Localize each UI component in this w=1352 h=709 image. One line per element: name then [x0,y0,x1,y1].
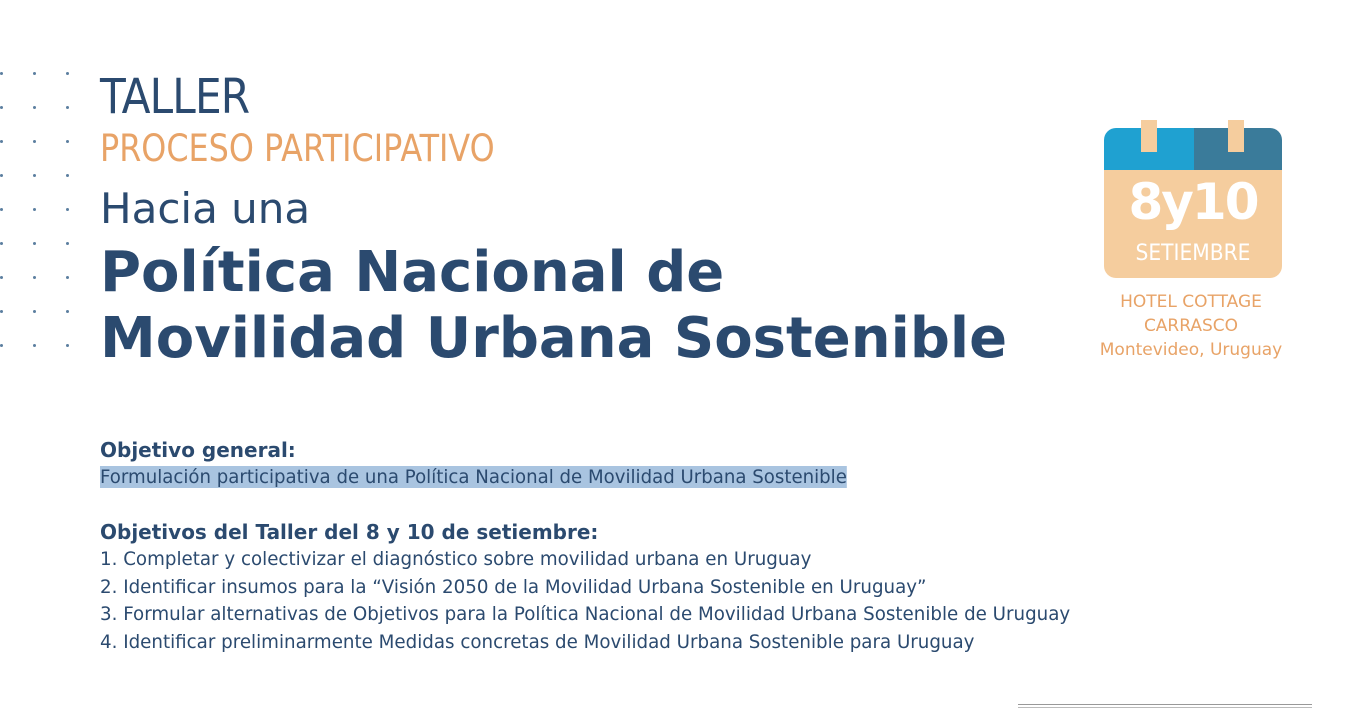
event-month: SETIEMBRE [1135,241,1251,266]
decorative-dot [33,242,36,245]
venue-city: Montevideo, Uruguay [1099,340,1283,360]
list-item: 3. Formular alternativas de Objetivos para la Política Nacional de Movilidad Urbana Sostenible de Uruguay [100,603,1071,625]
page-title-line-1: Política Nacional de [100,240,725,305]
decorative-dot [0,174,3,177]
page-title [100,240,1007,372]
decorative-dot [66,174,69,177]
decorative-dot [0,72,3,75]
subtitle-proceso-participativo: PROCESO PARTICIPATIVO [100,127,495,170]
kicker-taller: TALLER [100,69,250,125]
list-item: 1. Completar y colectivizar el diagnóstico sobre movilidad urbana en Uruguay [100,548,812,570]
decorative-dot [66,310,69,313]
event-dates: 8y10 [1128,173,1258,231]
workshop-objectives-heading: Objetivos del Taller del 8 y 10 de setiembre: [100,520,599,544]
calendar-ring-right [1228,120,1244,152]
decorative-dot [0,344,3,347]
decorative-dot [33,174,36,177]
decorative-dot [66,344,69,347]
decorative-dot-grid [0,64,80,354]
decorative-dot [33,106,36,109]
decorative-dot [0,242,3,245]
page-title-line-2: Movilidad Urbana Sostenible [100,306,1008,371]
general-objective-text [100,464,847,491]
decorative-dot [33,208,36,211]
decorative-dot [0,208,3,211]
calendar-ring-left [1141,120,1157,152]
venue-line-2: CARRASCO [1143,316,1239,336]
decorative-dot [66,276,69,279]
decorative-dot [33,72,36,75]
general-objective-highlight: Formulación participativa de una Política Nacional de Movilidad Urbana Sostenible [100,466,847,488]
decorative-dot [33,276,36,279]
footer-divider-secondary [1018,707,1312,708]
decorative-dot [0,140,3,143]
decorative-dot [66,242,69,245]
list-item: 4. Identificar preliminarmente Medidas concretas de Movilidad Urbana Sostenible para Uruguay [100,630,975,653]
decorative-dot [33,310,36,313]
event-venue [1086,290,1296,362]
list-item: 2. Identificar insumos para la “Visión 2050 de la Movilidad Urbana Sostenible en Uruguay” [100,575,927,598]
venue-line-1: HOTEL COTTAGE [1120,292,1262,312]
workshop-objectives-list [100,546,1111,656]
decorative-dot [33,140,36,143]
decorative-dot [0,310,3,313]
decorative-dot [33,344,36,347]
decorative-dot [66,208,69,211]
decorative-dot [0,276,3,279]
decorative-dot [66,140,69,143]
footer-divider [1018,704,1312,705]
calendar-icon [1104,128,1282,278]
decorative-dot [0,106,3,109]
title-intro: Hacia una [100,184,311,233]
decorative-dot [66,72,69,75]
general-objective-heading: Objetivo general: [100,438,296,462]
decorative-dot [66,106,69,109]
